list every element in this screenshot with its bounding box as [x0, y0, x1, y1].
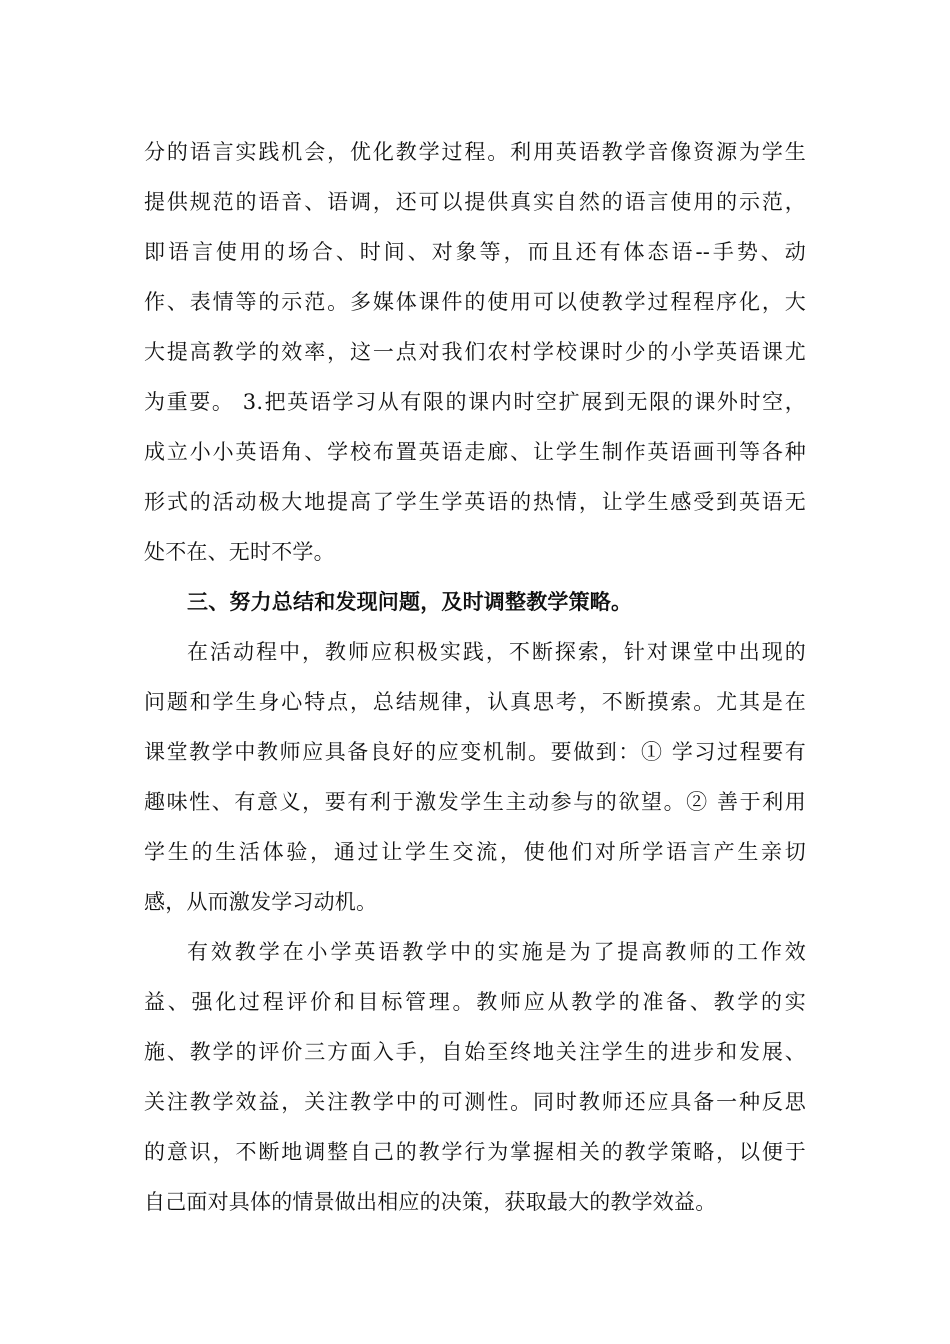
section-heading: 三、努力总结和发现问题，及时调整教学策略。 [187, 589, 633, 614]
paragraph-line: 为重要。 3.把英语学习从有限的课内时空扩展到无限的课外时空， [144, 390, 806, 414]
paragraph-line: 成立小小英语角、学校布置英语走廊、让学生制作英语画刊等各种 [144, 440, 806, 464]
paragraph-line: 施、教学的评价三方面入手，自始至终地关注学生的进步和发展、 [144, 1040, 806, 1064]
paragraph-line: 形式的活动极大地提高了学生学英语的热情，让学生感受到英语无 [144, 490, 806, 514]
paragraph-line: 课堂教学中教师应具备良好的应变机制。要做到：① 学习过程要有 [144, 740, 806, 764]
paragraph-line: 趣味性、有意义，要有利于激发学生主动参与的欲望。② 善于利用 [144, 790, 806, 814]
paragraph-line: 关注教学效益，关注教学中的可测性。同时教师还应具备一种反思 [144, 1090, 806, 1114]
paragraph-line: 分的语言实践机会，优化教学过程。利用英语教学音像资源为学生 [144, 140, 806, 164]
paragraph-line: 的意识，不断地调整自己的教学行为掌握相关的教学策略，以便于 [144, 1140, 806, 1164]
paragraph-first-line: 有效教学在小学英语教学中的实施是为了提高教师的工作效 [187, 940, 806, 964]
paragraph-last-line: 自己面对具体的情景做出相应的决策，获取最大的教学效益。 [144, 1190, 717, 1214]
paragraph-last-line: 处不在、无时不学。 [144, 540, 335, 564]
paragraph-line: 作、表情等的示范。多媒体课件的使用可以使教学过程程序化，大 [144, 290, 806, 314]
paragraph-line: 即语言使用的场合、时间、对象等，而且还有体态语--手势、动 [144, 240, 806, 264]
paragraph-first-line: 在活动程中，教师应积极实践，不断探索，针对课堂中出现的 [187, 640, 806, 664]
paragraph-line: 问题和学生身心特点，总结规律，认真思考，不断摸索。尤其是在 [144, 690, 806, 714]
paragraph-line: 益、强化过程评价和目标管理。教师应从教学的准备、教学的实 [144, 990, 806, 1014]
paragraph-line: 提供规范的语音、语调，还可以提供真实自然的语言使用的示范， [144, 190, 806, 214]
paragraph-line: 学生的生活体验，通过让学生交流，使他们对所学语言产生亲切 [144, 840, 806, 864]
paragraph-last-line: 感，从而激发学习动机。 [144, 890, 378, 914]
paragraph-line: 大提高教学的效率，这一点对我们农村学校课时少的小学英语课尤 [144, 340, 806, 364]
